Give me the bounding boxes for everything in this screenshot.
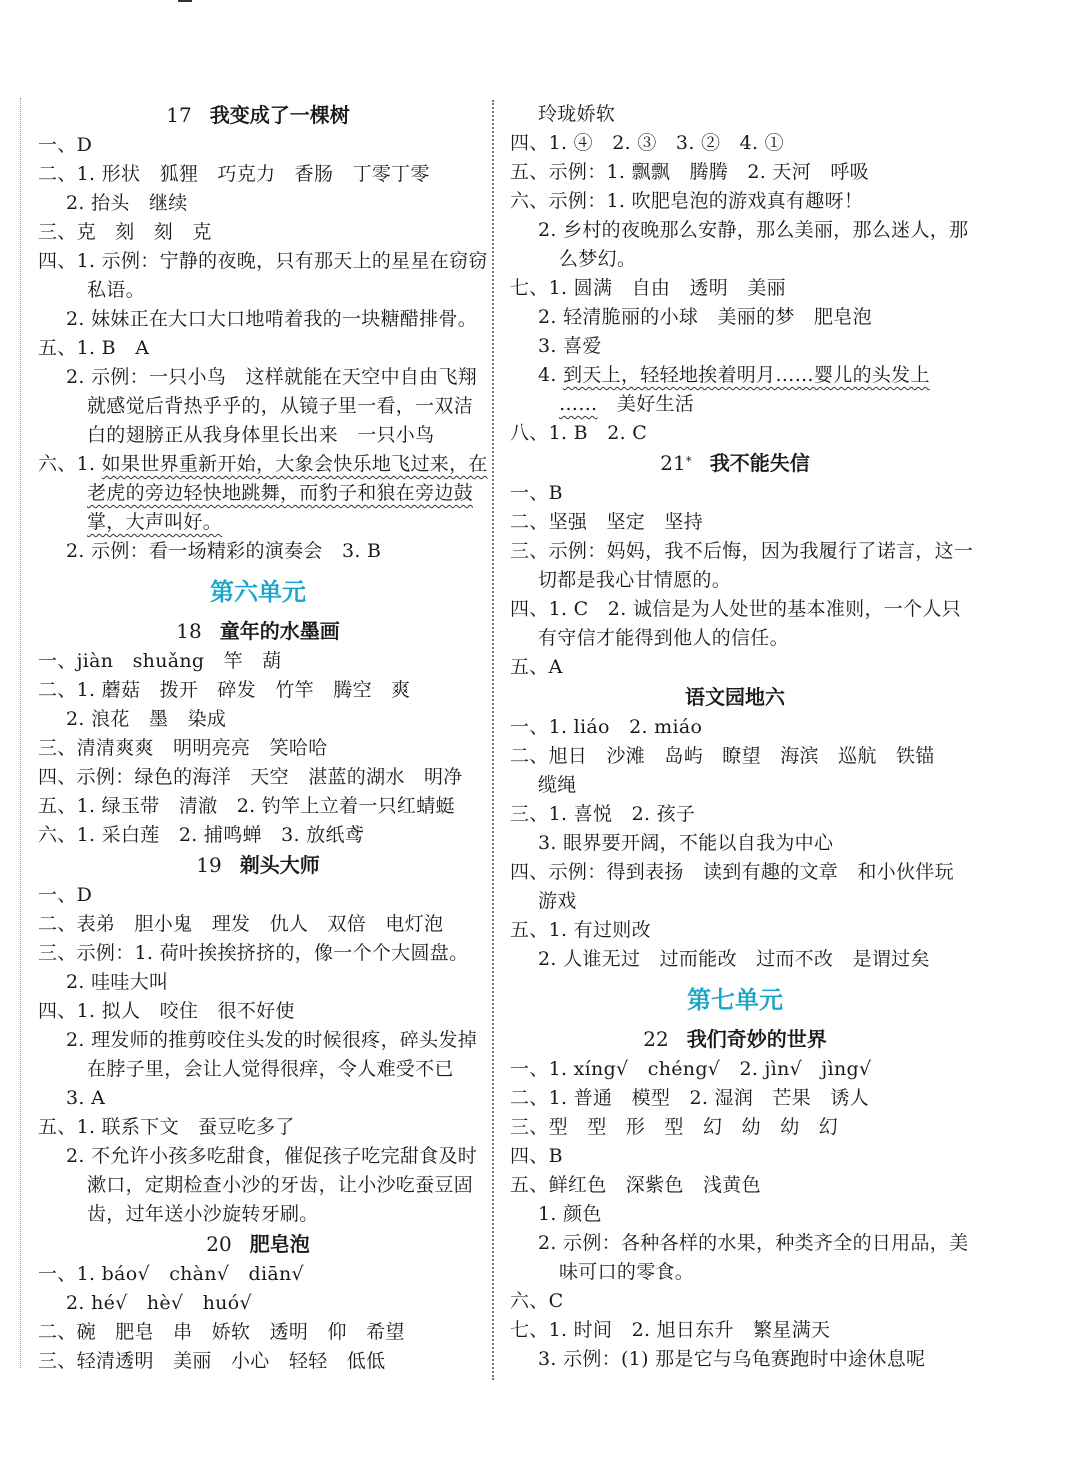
lesson-number: 21 <box>660 451 686 475</box>
answer-line: 四、1. 拟人 咬住 很不好使 <box>38 1000 295 1022</box>
answer-line: 五、示例：1. 飘飘 腾腾 2. 天河 呼吸 <box>510 161 869 183</box>
item-prefix: 4. <box>538 364 564 386</box>
answer-line: 四、1. C 2. 诚信是为人处世的基本准则，一个人只 <box>510 598 961 620</box>
answer-line: 三、轻清透明 美丽 小心 轻轻 低低 <box>38 1350 386 1372</box>
answer-line: 一、1. xíng√ chéng√ 2. jìn√ jìng√ <box>510 1058 872 1080</box>
answer-line: 五、A <box>510 656 563 678</box>
lesson-22-heading <box>510 1024 960 1055</box>
answer-line: 私语。 <box>87 279 145 301</box>
left-column <box>38 100 488 1376</box>
answer-line: 2. 哇哇大叫 <box>66 971 169 993</box>
top-mark <box>178 0 192 2</box>
left-margin-dotted-line <box>20 98 21 1368</box>
answer-line: 2. 妹妹正在大口大口地啃着我的一块糖醋排骨。 <box>66 308 478 330</box>
answer-line: 1. 颜色 <box>538 1203 602 1225</box>
answer-line: 四、示例：得到表扬 读到有趣的文章 和小伙伴玩 <box>510 861 954 883</box>
wavy-underlined-text: …… <box>559 393 598 415</box>
lesson-title: 我们奇妙的世界 <box>686 1027 827 1051</box>
answer-line: 一、1. báo√ chàn√ diān√ <box>38 1263 304 1285</box>
answer-line: 二、1. 形状 狐狸 巧克力 香肠 丁零丁零 <box>38 163 430 185</box>
answer-line: 2. hé√ hè√ huó√ <box>66 1292 252 1314</box>
answer-line <box>38 508 478 537</box>
lesson-18-heading <box>38 616 478 647</box>
answer-line: 二、1. 蘑菇 拨开 碎发 竹竿 腾空 爽 <box>38 679 411 701</box>
language-garden-6-heading: 语文园地六 <box>685 685 785 709</box>
lesson-number: 20 <box>206 1232 232 1256</box>
wavy-underlined-text: 掌，大声叫好。 <box>87 511 223 533</box>
answer-line: 二、坚强 坚定 坚持 <box>510 511 704 533</box>
lesson-title: 我不能失信 <box>709 451 810 475</box>
answer-line: 就感觉后背热乎乎的，从镜子里一看，一双洁 <box>87 395 474 417</box>
lesson-number: 19 <box>196 853 222 877</box>
answer-line: 玲珑娇软 <box>538 103 616 125</box>
answer-line: 三、示例：1. 荷叶挨挨挤挤的，像一个个大圆盘。 <box>38 942 469 964</box>
lesson-title: 肥皂泡 <box>249 1232 310 1256</box>
answer-line: 么梦幻。 <box>559 248 637 270</box>
answer-line: 六、1. 采白莲 2. 捕鸣蝉 3. 放纸鸢 <box>38 824 365 846</box>
answer-line: 八、1. B 2. C <box>510 422 648 444</box>
answer-line: 有守信才能得到他人的信任。 <box>538 627 789 649</box>
wavy-underlined-text: 到天上，轻轻地挨着明月……婴儿的头发上 <box>563 364 930 386</box>
answer-line: 3. 喜爱 <box>538 335 602 357</box>
answer-line: 白的翅膀正从我身体里长出来 一只小鸟 <box>87 424 435 446</box>
answer-line: 六、C <box>510 1290 564 1312</box>
lesson-number: 17 <box>166 103 192 127</box>
answer-line: 2. 示例：看一场精彩的演奏会 3. B <box>66 540 382 562</box>
answer-line: 味可口的零食。 <box>559 1261 695 1283</box>
answer-line: 2. 理发师的推剪咬住头发的时候很疼，碎头发掉 <box>66 1029 478 1051</box>
lesson-title: 剃头大师 <box>239 853 320 877</box>
wavy-underlined-text: 如果世界重新开始，大象会快乐地飞过来，在 <box>101 453 488 475</box>
answer-line: 齿，过年送小沙旋转牙刷。 <box>87 1203 319 1225</box>
lesson-20-heading <box>38 1229 478 1260</box>
lesson-number: 18 <box>176 619 202 643</box>
answer-line: 2. 轻清脆丽的小球 美丽的梦 肥皂泡 <box>538 306 872 328</box>
lesson-title: 童年的水墨画 <box>219 619 340 643</box>
answer-line: 三、克 刻 刻 克 <box>38 221 212 243</box>
answer-line: 漱口，定期检查小沙的牙齿，让小沙吃蚕豆固 <box>87 1174 474 1196</box>
lesson-17-heading <box>38 100 478 131</box>
answer-line: 2. 示例：各种各样的水果，种类齐全的日用品，美 <box>538 1232 969 1254</box>
optional-lesson-star: * <box>685 454 692 468</box>
answer-line: 切都是我心甘情愿的。 <box>538 569 732 591</box>
answer-line: 五、1. B A <box>38 337 150 359</box>
answer-line <box>38 479 478 508</box>
lesson-number: 22 <box>643 1027 669 1051</box>
answer-line: 二、碗 肥皂 串 娇软 透明 仰 希望 <box>38 1321 405 1343</box>
answer-line: 五、1. 联系下文 蚕豆吃多了 <box>38 1116 295 1138</box>
answer-line: 在脖子里，会让人觉得很痒，令人难受不已 <box>87 1058 454 1080</box>
column-divider <box>492 100 494 1380</box>
lesson-title: 我变成了一棵树 <box>209 103 350 127</box>
answer-line: 一、D <box>38 134 93 156</box>
answer-line: 2. 抬头 继续 <box>66 192 188 214</box>
answer-line: 七、1. 时间 2. 旭日东升 繁星满天 <box>510 1319 831 1341</box>
answer-line: 游戏 <box>538 890 577 912</box>
unit-7-heading: 第七单元 <box>687 986 783 1014</box>
answer-line: 二、旭日 沙滩 岛屿 瞭望 海滨 巡航 铁锚 <box>510 745 935 767</box>
answer-line: 四、1. ④ 2. ③ 3. ② 4. ① <box>510 132 784 154</box>
answer-line: 四、B <box>510 1145 563 1167</box>
answer-line: 一、D <box>38 884 93 906</box>
answer-line: 三、1. 喜悦 2. 孩子 <box>510 803 696 825</box>
answer-line: 三、清清爽爽 明明亮亮 笑哈哈 <box>38 737 328 759</box>
lesson-21-heading <box>510 448 960 479</box>
answer-line: 3. 示例：(1) 那是它与乌龟赛跑时中途休息呢 <box>538 1348 926 1370</box>
answer-line: 3. 眼界要开阔，不能以自我为中心 <box>538 832 834 854</box>
wavy-underlined-text: 老虎的旁边轻快地跳舞，而豹子和狼在旁边鼓 <box>87 482 474 504</box>
answer-line: 3. A <box>66 1087 106 1109</box>
answer-line: 2. 人谁无过 过而能改 过而不改 是谓过矣 <box>538 948 930 970</box>
answer-line: 一、B <box>510 482 563 504</box>
answer-line <box>38 450 488 479</box>
answer-line: 四、1. 示例：宁静的夜晚，只有那天上的星星在窃窃 <box>38 250 488 272</box>
answer-line: 四、示例：绿色的海洋 天空 湛蓝的湖水 明净 <box>38 766 463 788</box>
answer-line <box>510 390 960 419</box>
answer-line: 二、表弟 胆小鬼 理发 仇人 双倍 电灯泡 <box>38 913 444 935</box>
answer-line <box>510 361 960 390</box>
answer-line: 七、1. 圆满 自由 透明 美丽 <box>510 277 786 299</box>
item-prefix: 六、1. <box>38 453 102 475</box>
answer-text: 美好生活 <box>597 393 695 415</box>
unit-6-heading: 第六单元 <box>210 578 306 606</box>
answer-line: 五、1. 有过则改 <box>510 919 651 941</box>
answer-line: 五、鲜红色 深紫色 浅黄色 <box>510 1174 761 1196</box>
answer-line: 一、1. liáo 2. miáo <box>510 716 703 738</box>
answer-line: 三、型 型 形 型 幻 幼 幼 幻 <box>510 1116 839 1138</box>
answer-line: 六、示例：1. 吹肥皂泡的游戏真有趣呀！ <box>510 190 864 212</box>
right-column <box>510 100 974 1374</box>
answer-line: 二、1. 普通 模型 2. 湿润 芒果 诱人 <box>510 1087 869 1109</box>
answer-line: 2. 示例：一只小鸟 这样就能在天空中自由飞翔 <box>66 366 478 388</box>
lesson-19-heading <box>38 850 478 881</box>
answer-line: 五、1. 绿玉带 清澈 2. 钓竿上立着一只红蜻蜓 <box>38 795 455 817</box>
answer-line: 缆绳 <box>538 774 577 796</box>
answer-line: 2. 浪花 墨 染成 <box>66 708 227 730</box>
answer-line: 一、jiàn shuǎng 竿 葫 <box>38 650 282 672</box>
answer-line: 2. 不允许小孩多吃甜食，催促孩子吃完甜食及时 <box>66 1145 478 1167</box>
answer-line: 2. 乡村的夜晚那么安静，那么美丽，那么迷人，那 <box>538 219 969 241</box>
answer-line: 三、示例：妈妈，我不后悔，因为我履行了诺言，这一 <box>510 540 974 562</box>
